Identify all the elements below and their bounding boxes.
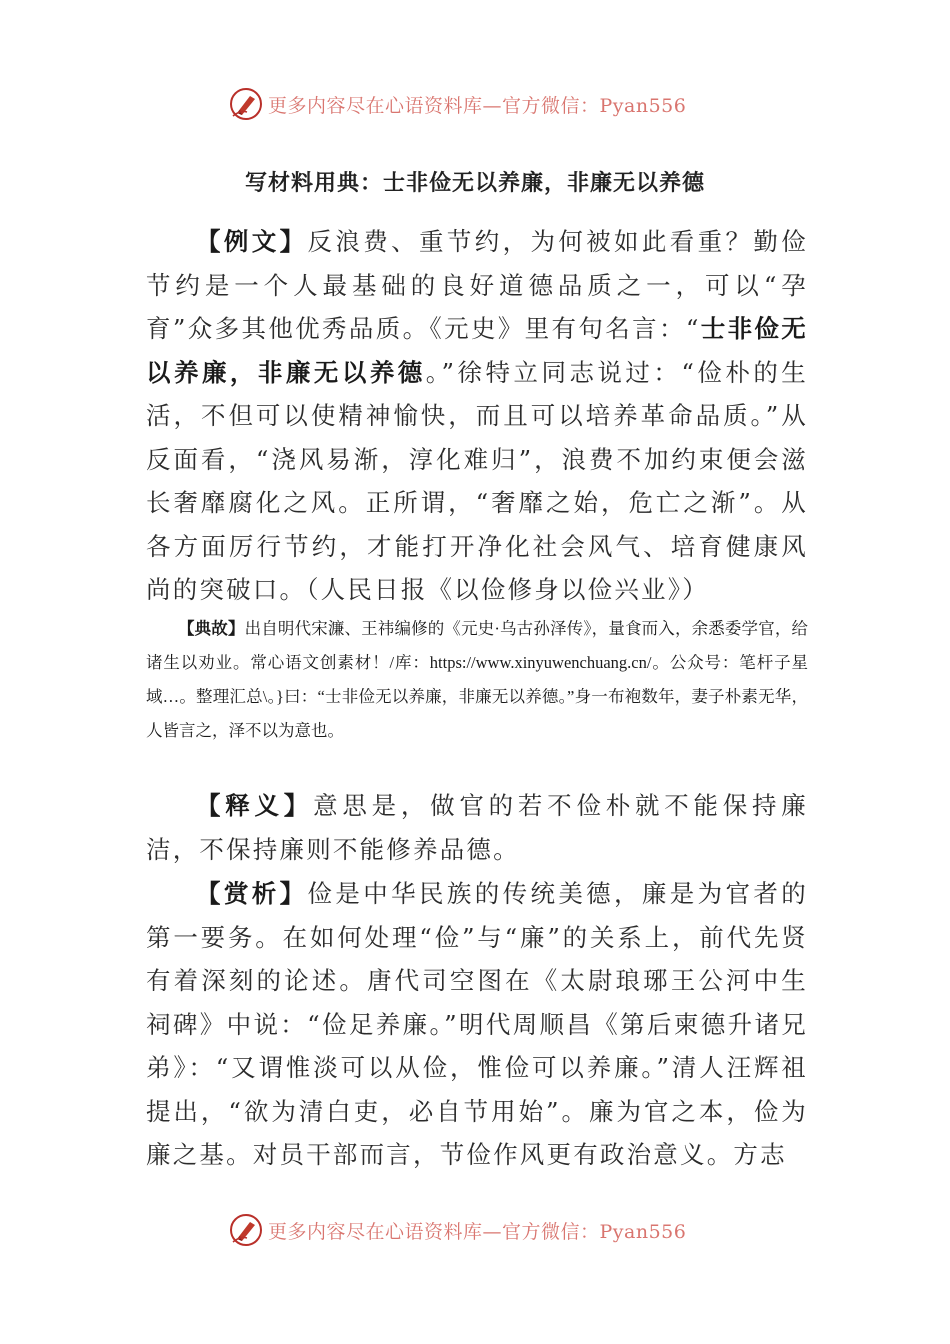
banner-text: 更多内容尽在心语资料库—官方微信：Pyan556 <box>268 1220 687 1243</box>
example-text-1: 反浪费、重节约，为何被如此看重？勤俭节约是一个人最基础的良好道德品质之一，可以“孕育”众多其他优秀品质。《元史》里有句名言：“ <box>146 227 808 343</box>
pen-nib-icon <box>228 86 264 122</box>
meaning-label: 【释义】 <box>196 791 314 820</box>
allusion-label: 【典故】 <box>178 619 245 638</box>
allusion-text: 出自明代宋濂、王祎编修的《元史·乌古孙泽传》，量食而入，余悉委学官，给诸生以劝业。常心语文创素材！/库：https://www.xinyuwenchuang.cn/。公众号：笔杆子星域…。整理汇总\。}曰：“士非俭无以养廉，非廉无以养德。”身一布袍数年，妻子朴素无华，人皆言之，泽不以为意也。 <box>146 619 808 740</box>
page-title: 写材料用典：士非俭无以养廉，非廉无以养德 <box>244 171 705 196</box>
appreciation-label: 【赏析】 <box>196 879 308 908</box>
meaning-paragraph <box>146 784 808 871</box>
allusion-section <box>146 612 808 748</box>
appreciation-paragraph <box>146 872 808 1177</box>
example-quote: 士非俭无以养廉，非廉无以养德 <box>146 314 808 387</box>
example-section <box>146 220 808 612</box>
example-label: 【例文】 <box>196 227 308 256</box>
example-text-2: 。”徐特立同志说过：“俭朴的生活，不但可以使精神愉快，而且可以培养革命品质。”从反面看，“浇风易渐，淳化难归”，浪费不加约束便会滋长奢靡腐化之风。正所谓，“奢靡之始，危亡之渐”。从各方面厉行节约，才能打开净化社会风气、培育健康风尚的突破口。（人民日报《以俭修身以俭兴业》） <box>146 357 808 604</box>
example-paragraph <box>146 220 808 612</box>
banner-text: 更多内容尽在心语资料库—官方微信：Pyan556 <box>268 94 687 117</box>
footer-banner[interactable] <box>228 1212 728 1248</box>
appreciation-section <box>146 872 808 1177</box>
pen-nib-icon <box>228 1212 264 1248</box>
allusion-paragraph <box>146 612 808 748</box>
meaning-section <box>146 784 808 871</box>
appreciation-text: 俭是中华民族的传统美德，廉是为官者的第一要务。在如何处理“俭”与“廉”的关系上，前代先贤有着深刻的论述。唐代司空图在《太尉琅琊王公河中生祠碑》中说：“俭足养廉。”明代周顺昌《第后柬德升诸兄弟》：“又谓惟淡可以从俭，惟俭可以养廉。”清人汪辉祖提出，“欲为清白吏，必自节用始”。廉为官之本，俭为廉之基。对员干部而言，节俭作风更有政治意义。方志 <box>146 879 808 1169</box>
meaning-text: 意思是，做官的若不俭朴就不能保持廉洁，不保持廉则不能修养品德。 <box>146 791 808 864</box>
header-banner[interactable] <box>228 86 728 122</box>
